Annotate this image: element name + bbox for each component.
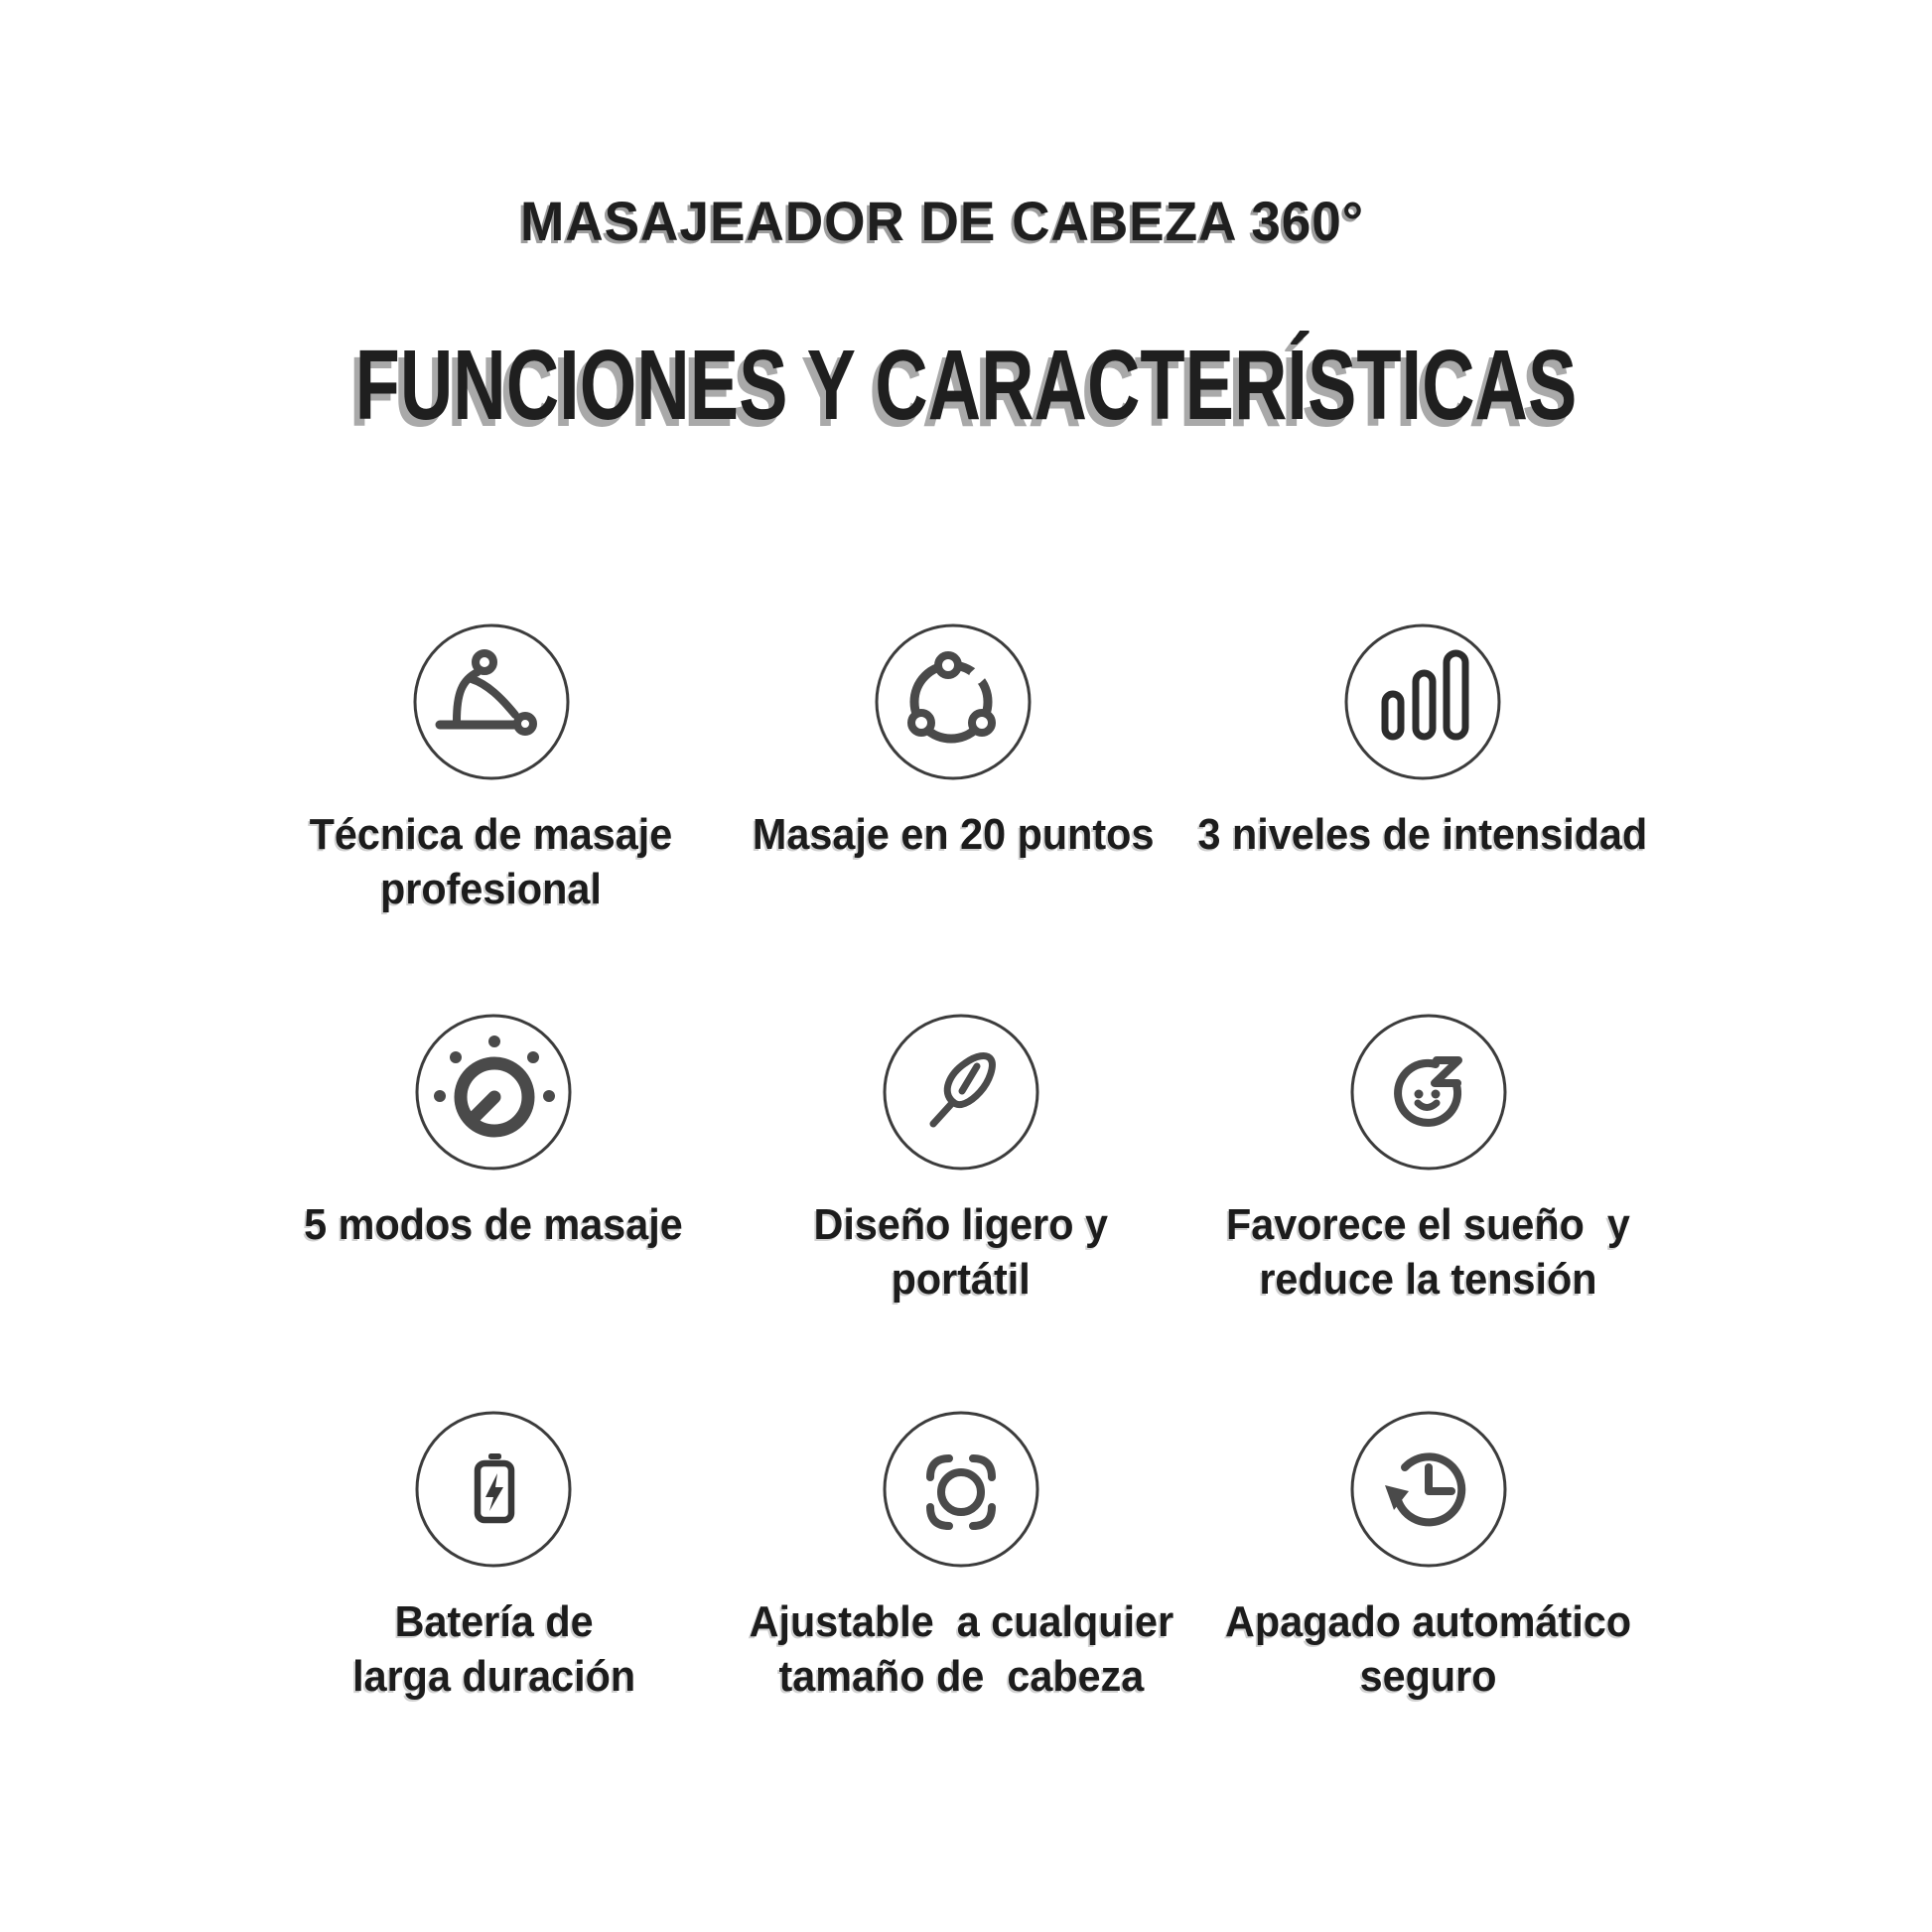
caption-line: Diseño ligero y (813, 1200, 1109, 1249)
battery-icon (414, 1410, 573, 1569)
feature-battery (260, 1410, 728, 1704)
feature-lightweight (728, 1013, 1195, 1307)
feature-caption (310, 807, 673, 916)
feature-sleep-aid (1194, 1013, 1662, 1307)
caption-line: larga duración (351, 1652, 635, 1701)
feature-row-3 (260, 1410, 1662, 1704)
feature-caption (1198, 807, 1648, 862)
feature-caption (814, 1197, 1108, 1307)
adjustable-size-icon (882, 1410, 1040, 1569)
feature-adjustable-size (728, 1410, 1195, 1704)
caption-line: tamaño de cabeza (778, 1652, 1144, 1701)
caption-line: Apagado automático (1225, 1597, 1632, 1646)
caption-line: portátil (891, 1255, 1032, 1304)
lightweight-icon (882, 1013, 1040, 1172)
caption-line: Masaje en 20 puntos (752, 810, 1154, 859)
caption-line: reduce la tensión (1259, 1255, 1597, 1304)
feature-massage-modes (260, 1013, 728, 1307)
feature-caption (305, 1197, 684, 1252)
feature-caption (749, 1594, 1173, 1704)
caption-line: Ajustable a cualquier (749, 1597, 1173, 1646)
intensity-levels-icon (1343, 622, 1502, 781)
caption-line: 3 niveles de intensidad (1197, 810, 1648, 859)
feature-massage-points (722, 622, 1183, 916)
feature-massage-technique (260, 622, 722, 916)
page-title: FUNCIONES Y CARACTERÍSTICAS (354, 330, 1578, 441)
massage-modes-icon (414, 1013, 573, 1172)
caption-line: Favorece el sueño y (1226, 1200, 1631, 1249)
caption-line: Batería de (394, 1597, 594, 1646)
caption-line: seguro (1359, 1652, 1497, 1701)
caption-line: Técnica de masaje (309, 810, 673, 859)
feature-caption (1225, 1594, 1631, 1704)
feature-auto-off (1194, 1410, 1662, 1704)
feature-intensity-levels (1183, 622, 1662, 916)
feature-caption (352, 1594, 635, 1704)
massage-technique-icon (412, 622, 571, 781)
caption-line: 5 modos de masaje (304, 1200, 684, 1249)
product-title: MASAJEADOR DE CABEZA 360° (519, 190, 1365, 252)
feature-row-1 (260, 622, 1662, 916)
sleep-aid-icon (1349, 1013, 1508, 1172)
auto-off-icon (1349, 1410, 1508, 1569)
caption-line: profesional (380, 865, 603, 913)
feature-row-2 (260, 1013, 1662, 1307)
massage-points-icon (874, 622, 1033, 781)
feature-caption (1226, 1197, 1630, 1307)
feature-caption (752, 807, 1154, 862)
